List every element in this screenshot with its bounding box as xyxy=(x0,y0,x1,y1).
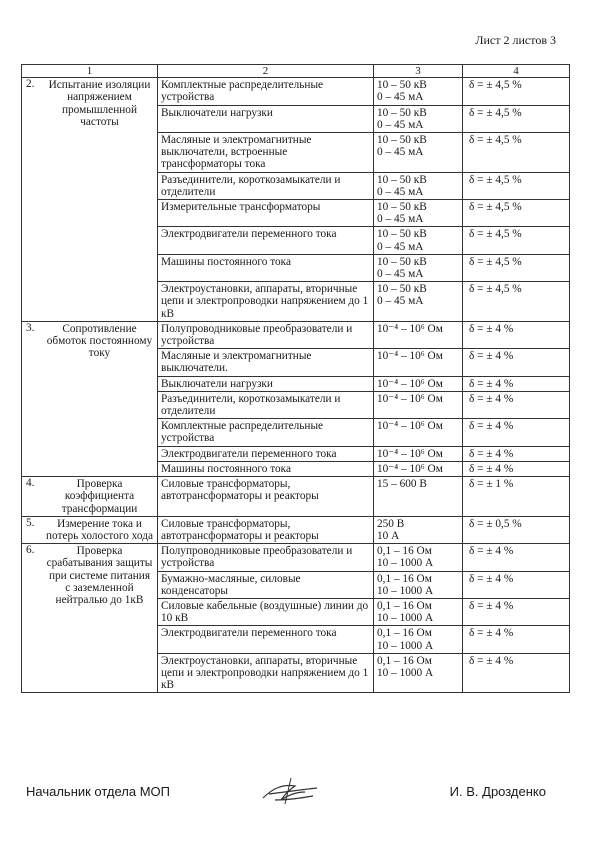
range-value: 0 – 45 мА xyxy=(377,146,424,159)
range-value: 10 – 50 кВ xyxy=(377,79,427,92)
table-header-row xyxy=(22,65,570,78)
range-value: 0,1 – 16 Ом xyxy=(377,654,432,667)
accuracy-cell: δ = ± 4,5 % xyxy=(463,227,570,254)
range-cell xyxy=(374,376,463,391)
header-cell: 1 xyxy=(22,65,158,78)
object-cell: Полупроводниковые преобразователи и устройства xyxy=(158,544,374,571)
object-cell: Машины постоянного тока xyxy=(158,254,374,281)
range-value: 0,1 – 16 Ом xyxy=(377,627,432,640)
footer-name: И. В. Дрозденко xyxy=(449,784,546,799)
range-value: 10 – 50 кВ xyxy=(377,106,427,119)
accuracy-cell: δ = ± 4 % xyxy=(463,571,570,598)
range-cell xyxy=(374,544,463,571)
section-cell xyxy=(22,544,158,693)
range-value: 0 – 45 мА xyxy=(377,118,424,131)
sheet-label: Лист 2 листов 3 xyxy=(475,33,556,47)
accuracy-cell: δ = ± 4 % xyxy=(463,391,570,418)
footer-position: Начальник отдела МОП xyxy=(26,784,170,799)
object-cell: Масляные и электромагнитные выключатели, встроенные трансформаторы тока xyxy=(158,133,374,173)
accuracy-cell: δ = ± 4 % xyxy=(463,598,570,625)
object-cell: Выключатели нагрузки xyxy=(158,376,374,391)
section-title: Испытание изоляции напряжением промышленной частоты xyxy=(48,79,151,128)
range-value: 10 – 1000 А xyxy=(377,639,434,652)
range-value: 10 – 50 кВ xyxy=(377,228,427,241)
range-value: 10⁻⁴ – 10⁶ Ом xyxy=(377,377,443,390)
accuracy-cell: δ = ± 0,5 % xyxy=(463,516,570,543)
section-number: 4. xyxy=(26,477,35,490)
range-cell xyxy=(374,321,463,348)
range-cell xyxy=(374,598,463,625)
range-cell xyxy=(374,227,463,254)
range-value: 0 – 45 мА xyxy=(377,268,424,281)
accuracy-cell: δ = ± 4 % xyxy=(463,461,570,476)
accuracy-cell: δ = ± 4,5 % xyxy=(463,105,570,132)
range-cell xyxy=(374,200,463,227)
section-cell xyxy=(22,516,158,543)
range-value: 0,1 – 16 Ом xyxy=(377,572,432,585)
section-number: 2. xyxy=(26,78,35,91)
object-cell: Электроустановки, аппараты, вторичные цепи и электропроводки напряжением до 1 кВ xyxy=(158,282,374,322)
range-value: 10⁻⁴ – 10⁶ Ом xyxy=(377,392,443,405)
table-row xyxy=(22,78,570,105)
object-cell: Электродвигатели переменного тока xyxy=(158,626,374,653)
range-value: 10 А xyxy=(377,529,400,542)
object-cell: Силовые кабельные (воздушные) линии до 10 кВ xyxy=(158,598,374,625)
object-cell: Измерительные трансформаторы xyxy=(158,200,374,227)
range-cell xyxy=(374,446,463,461)
section-number: 3. xyxy=(26,321,35,334)
object-cell: Машины постоянного тока xyxy=(158,461,374,476)
object-cell: Силовые трансформаторы, автотрансформаторы и реакторы xyxy=(158,516,374,543)
object-cell: Комплектные распределительные устройства xyxy=(158,78,374,105)
range-cell xyxy=(374,419,463,446)
object-cell: Электродвигатели переменного тока xyxy=(158,227,374,254)
range-cell xyxy=(374,571,463,598)
object-cell: Силовые трансформаторы, автотрансформаторы и реакторы xyxy=(158,477,374,517)
range-cell xyxy=(374,391,463,418)
accuracy-cell: δ = ± 4,5 % xyxy=(463,172,570,199)
accuracy-cell: δ = ± 4,5 % xyxy=(463,254,570,281)
range-cell xyxy=(374,254,463,281)
section-number: 5. xyxy=(26,516,35,529)
range-value: 10 – 1000 А xyxy=(377,612,434,625)
range-cell xyxy=(374,133,463,173)
range-cell xyxy=(374,626,463,653)
section-title: Проверка срабатывания защиты при системе питания с заземленной нейтралью до 1кВ xyxy=(46,545,153,606)
table-row xyxy=(22,544,570,571)
header-cell: 2 xyxy=(158,65,374,78)
range-value: 10 – 50 кВ xyxy=(377,255,427,268)
table-row xyxy=(22,516,570,543)
range-value: 10 – 50 кВ xyxy=(377,201,427,214)
accuracy-cell: δ = ± 4 % xyxy=(463,349,570,376)
range-value: 10 – 1000 А xyxy=(377,584,434,597)
range-value: 10 – 50 кВ xyxy=(377,134,427,147)
accuracy-cell: δ = ± 4 % xyxy=(463,446,570,461)
range-cell xyxy=(374,172,463,199)
range-cell xyxy=(374,516,463,543)
range-value: 10⁻⁴ – 10⁶ Ом xyxy=(377,447,443,460)
signature-icon xyxy=(255,770,325,810)
object-cell: Разъединители, короткозамыкатели и отделители xyxy=(158,391,374,418)
range-value: 0 – 45 мА xyxy=(377,185,424,198)
range-value: 10 – 1000 А xyxy=(377,557,434,570)
accuracy-cell: δ = ± 4 % xyxy=(463,653,570,693)
range-value: 0 – 45 мА xyxy=(377,240,424,253)
table-row xyxy=(22,321,570,348)
object-cell: Комплектные распределительные устройства xyxy=(158,419,374,446)
range-cell xyxy=(374,105,463,132)
section-cell xyxy=(22,321,158,476)
range-value: 10⁻⁴ – 10⁶ Ом xyxy=(377,420,443,433)
range-value: 10⁻⁴ – 10⁶ Ом xyxy=(377,462,443,475)
accuracy-cell: δ = ± 4 % xyxy=(463,626,570,653)
accuracy-cell: δ = ± 4 % xyxy=(463,376,570,391)
accuracy-cell: δ = ± 4,5 % xyxy=(463,78,570,105)
accuracy-cell: δ = ± 4 % xyxy=(463,419,570,446)
capabilities-table xyxy=(21,64,570,693)
object-cell: Полупроводниковые преобразователи и устройства xyxy=(158,321,374,348)
object-cell: Разъединители, короткозамыкатели и отделители xyxy=(158,172,374,199)
range-value: 10⁻⁴ – 10⁶ Ом xyxy=(377,350,443,363)
range-value: 10 – 50 кВ xyxy=(377,283,427,296)
object-cell: Масляные и электромагнитные выключатели. xyxy=(158,349,374,376)
header-cell: 3 xyxy=(374,65,463,78)
range-cell xyxy=(374,477,463,517)
section-cell xyxy=(22,78,158,322)
accuracy-cell: δ = ± 4 % xyxy=(463,321,570,348)
range-value: 250 В xyxy=(377,517,405,530)
header-cell: 4 xyxy=(463,65,570,78)
range-value: 10 – 1000 А xyxy=(377,666,434,679)
range-value: 0 – 45 мА xyxy=(377,295,424,308)
range-cell xyxy=(374,78,463,105)
range-value: 0 – 45 мА xyxy=(377,213,424,226)
object-cell: Выключатели нагрузки xyxy=(158,105,374,132)
section-title: Сопротивление обмоток постоянному току xyxy=(46,322,153,360)
accuracy-cell: δ = ± 4 % xyxy=(463,544,570,571)
range-value: 0,1 – 16 Ом xyxy=(377,545,432,558)
range-cell xyxy=(374,653,463,693)
section-title: Проверка коэффициента трансформации xyxy=(61,478,138,515)
range-value: 15 – 600 В xyxy=(377,478,427,491)
section-number: 6. xyxy=(26,544,35,557)
range-cell xyxy=(374,282,463,322)
range-value: 0,1 – 16 Ом xyxy=(377,599,432,612)
range-value: 10 – 50 кВ xyxy=(377,173,427,186)
section-cell xyxy=(22,477,158,517)
object-cell: Бумажно-масляные, силовые конденсаторы xyxy=(158,571,374,598)
range-value: 10⁻⁴ – 10⁶ Ом xyxy=(377,322,443,335)
accuracy-cell: δ = ± 4,5 % xyxy=(463,200,570,227)
table-row xyxy=(22,477,570,517)
object-cell: Электродвигатели переменного тока xyxy=(158,446,374,461)
section-title: Измерение тока и потерь холостого хода xyxy=(46,517,153,542)
object-cell: Электроустановки, аппараты, вторичные цепи и электропроводки напряжением до 1 кВ xyxy=(158,653,374,693)
accuracy-cell: δ = ± 1 % xyxy=(463,477,570,517)
range-cell xyxy=(374,349,463,376)
accuracy-cell: δ = ± 4,5 % xyxy=(463,282,570,322)
range-value: 0 – 45 мА xyxy=(377,91,424,104)
accuracy-cell: δ = ± 4,5 % xyxy=(463,133,570,173)
range-cell xyxy=(374,461,463,476)
